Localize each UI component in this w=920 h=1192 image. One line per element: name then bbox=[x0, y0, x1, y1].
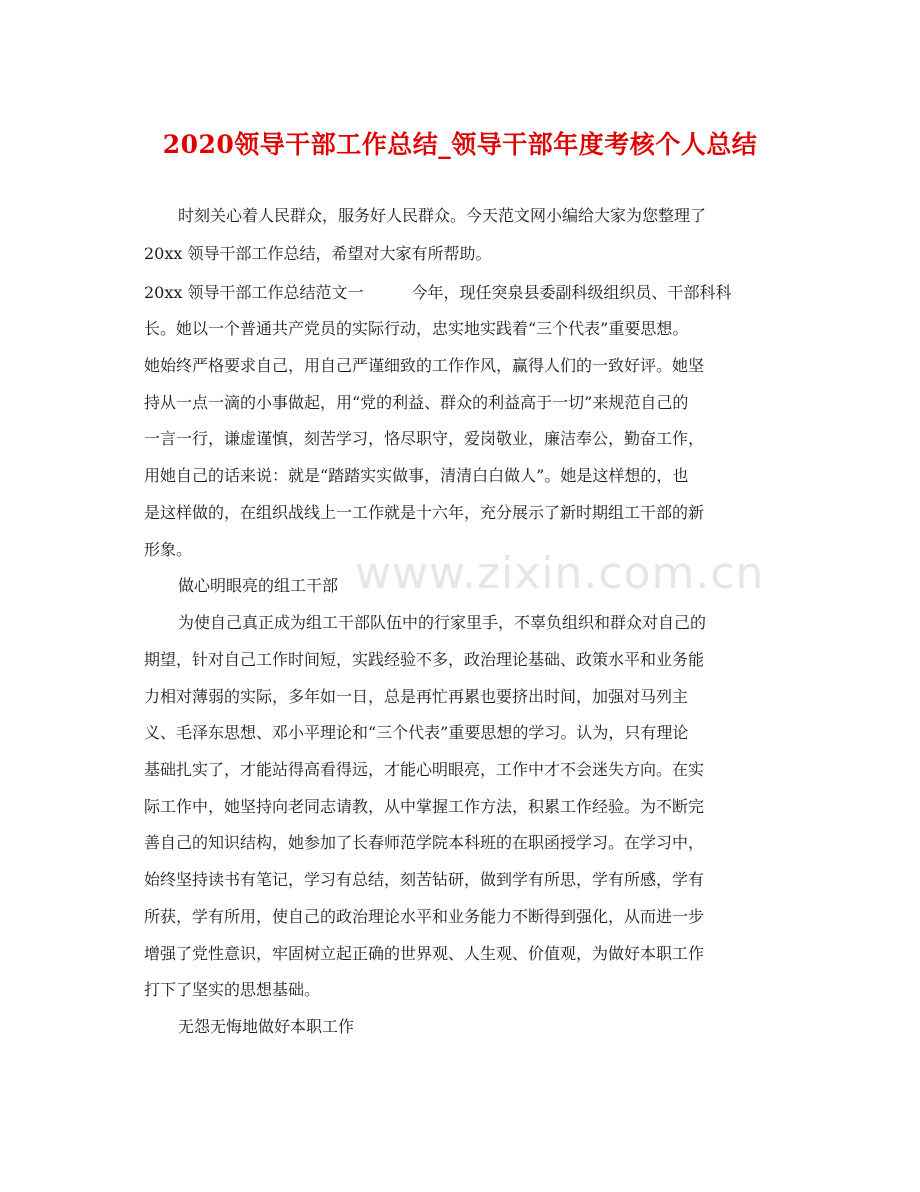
body-line: 善自己的知识结构，她参加了长春师范学院本科班的在职函授学习。在学习中， bbox=[144, 833, 705, 852]
body-line: 力相对薄弱的实际，多年如一日，总是再忙再累也要挤出时间，加强对马列主 bbox=[144, 687, 689, 706]
section-heading: 无怨无悔地做好本职工作 bbox=[178, 1017, 355, 1036]
watermark: www.zixin.com.cn bbox=[355, 548, 765, 599]
body-line: 形象。 bbox=[144, 540, 193, 559]
body-line: 时刻关心着人民群众，服务好人民群众。今天范文网小编给大家为您整理了 bbox=[178, 206, 707, 225]
section-heading: 做心明眼亮的组工干部 bbox=[178, 576, 339, 595]
body-line: 义、毛泽东思想、邓小平理论和“三个代表”重要思想的学习。认为，只有理论 bbox=[144, 723, 689, 742]
body-line: 基础扎实了，才能站得高看得远，才能心明眼亮，工作中才不会迷失方向。在实 bbox=[144, 760, 705, 779]
body-line: 所获，学有所用，使自己的政治理论水平和业务能力不断得到强化，从而进一步 bbox=[144, 907, 705, 926]
body-line: 20xx 领导干部工作总结范文一 今年，现任突泉县委副科级组织员、干部科科 bbox=[144, 283, 732, 302]
body-line: 20xx 领导干部工作总结，希望对大家有所帮助。 bbox=[144, 244, 492, 263]
body-line: 为使自己真正成为组工干部队伍中的行家里手，不辜负组织和群众对自己的 bbox=[178, 613, 707, 632]
body-line: 长。她以一个普通共产党员的实际行动，忠实地实践着“三个代表”重要思想。 bbox=[144, 319, 689, 338]
body-line: 一言一行，谦虚谨慎，刻苦学习，恪尽职守，爱岗敬业，廉洁奉公，勤奋工作， bbox=[144, 429, 705, 448]
body-line: 打下了坚实的思想基础。 bbox=[144, 980, 321, 999]
page-title: 2020领导干部工作总结_领导干部年度考核个人总结 bbox=[162, 130, 758, 159]
body-line: 是这样做的，在组织战线上一工作就是十六年，充分展示了新时期组工干部的新 bbox=[144, 503, 705, 522]
body-line: 用她自己的话来说：就是“踏踏实实做事，清清白白做人”。她是这样想的，也 bbox=[144, 466, 689, 485]
body-line: 持从一点一滴的小事做起，用“党的利益、群众的利益高于一切”来规范自己的 bbox=[144, 393, 689, 412]
body-line: 始终坚持读书有笔记，学习有总结，刻苦钻研，做到学有所思，学有所感，学有 bbox=[144, 870, 705, 889]
body-line: 际工作中，她坚持向老同志请教，从中掌握工作方法，积累工作经验。为不断完 bbox=[144, 797, 705, 816]
body-line: 期望，针对自己工作时间短，实践经验不多，政治理论基础、政策水平和业务能 bbox=[144, 650, 705, 669]
body-line: 她始终严格要求自己，用自己严谨细致的工作作风，赢得人们的一致好评。她坚 bbox=[144, 356, 705, 375]
body-line: 增强了党性意识，牢固树立起正确的世界观、人生观、价值观，为做好本职工作 bbox=[144, 944, 705, 963]
